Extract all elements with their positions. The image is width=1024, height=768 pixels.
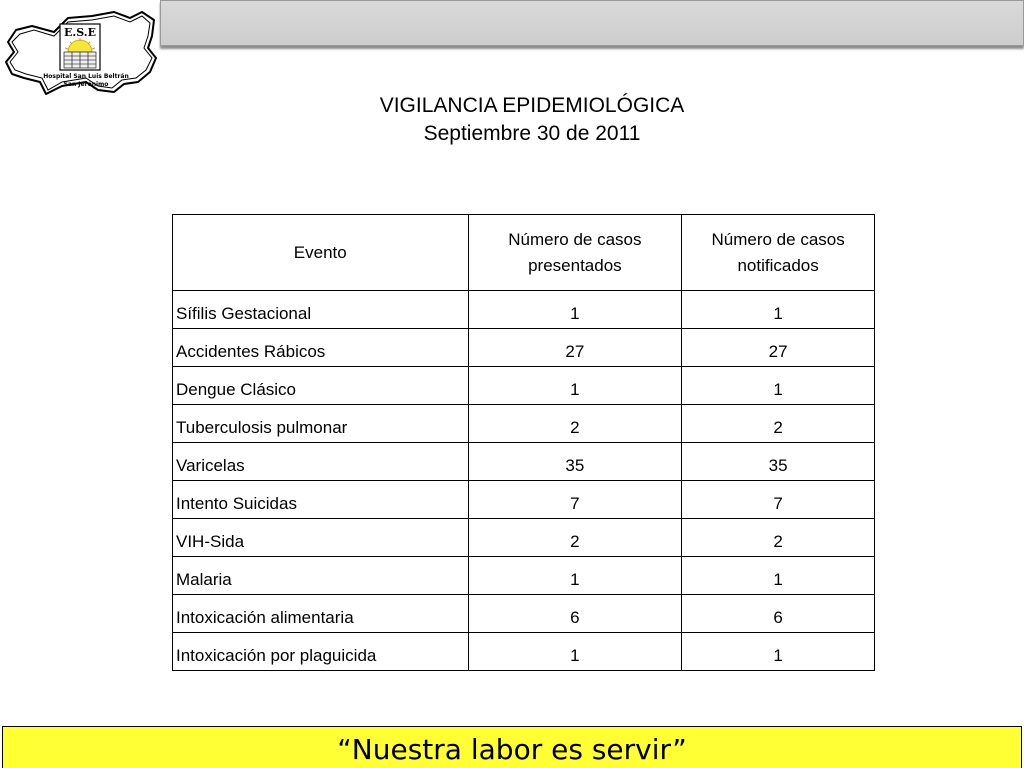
cell-notificados: 1 [682,367,875,405]
cell-notificados: 1 [682,291,875,329]
cell-notificados: 1 [682,557,875,595]
footer-slogan: “Nuestra labor es servir” [337,733,687,766]
cell-notificados: 2 [682,405,875,443]
title-line-1: VIGILANCIA EPIDEMIOLÓGICA [379,94,685,117]
table-row [173,405,875,443]
table-row [173,595,875,633]
cell-presentados: 2 [468,519,682,557]
table-header-row [173,215,875,291]
page-title [0,92,1024,148]
cell-presentados: 1 [468,291,682,329]
header-casos-notificados: Número de casos notificados [682,215,875,291]
table-row [173,291,875,329]
cell-notificados: 6 [682,595,875,633]
cell-evento: VIH-Sida [173,519,469,557]
cell-evento: Sífilis Gestacional [173,291,469,329]
cell-notificados: 1 [682,633,875,671]
cell-presentados: 27 [468,329,682,367]
header-casos-presentados: Número de casos presentados [468,215,682,291]
cell-evento: Accidentes Rábicos [173,329,469,367]
table-row [173,329,875,367]
footer-slogan-banner [2,726,1022,768]
table-row [173,367,875,405]
cell-notificados: 2 [682,519,875,557]
cell-presentados: 35 [468,443,682,481]
cell-presentados: 1 [468,633,682,671]
cases-table [172,214,875,671]
cell-presentados: 6 [468,595,682,633]
cell-notificados: 27 [682,329,875,367]
cell-evento: Varicelas [173,443,469,481]
hospital-logo [2,8,158,96]
cell-presentados: 1 [468,367,682,405]
cell-evento: Intoxicación por plaguicida [173,633,469,671]
table-row [173,557,875,595]
cell-presentados: 7 [468,481,682,519]
cell-presentados: 2 [468,405,682,443]
cell-evento: Dengue Clásico [173,367,469,405]
table-row [173,443,875,481]
cell-notificados: 35 [682,443,875,481]
cell-evento: Intoxicación alimentaria [173,595,469,633]
logo-title: E.S.E [64,26,96,39]
cell-evento: Tuberculosis pulmonar [173,405,469,443]
table-row [173,519,875,557]
cell-presentados: 1 [468,557,682,595]
logo-line-1: Hospital San Luis Beltrán [43,73,129,80]
table-row [173,633,875,671]
title-line-2: Septiembre 30 de 2011 [423,122,641,145]
table-row [173,481,875,519]
cell-evento: Malaria [173,557,469,595]
wall-icon [64,52,96,68]
logo-line-2: San Jerónimo [63,81,109,88]
header-evento: Evento [173,215,469,291]
header-bar [160,0,1024,46]
cell-evento: Intento Suicidas [173,481,469,519]
cell-notificados: 7 [682,481,875,519]
